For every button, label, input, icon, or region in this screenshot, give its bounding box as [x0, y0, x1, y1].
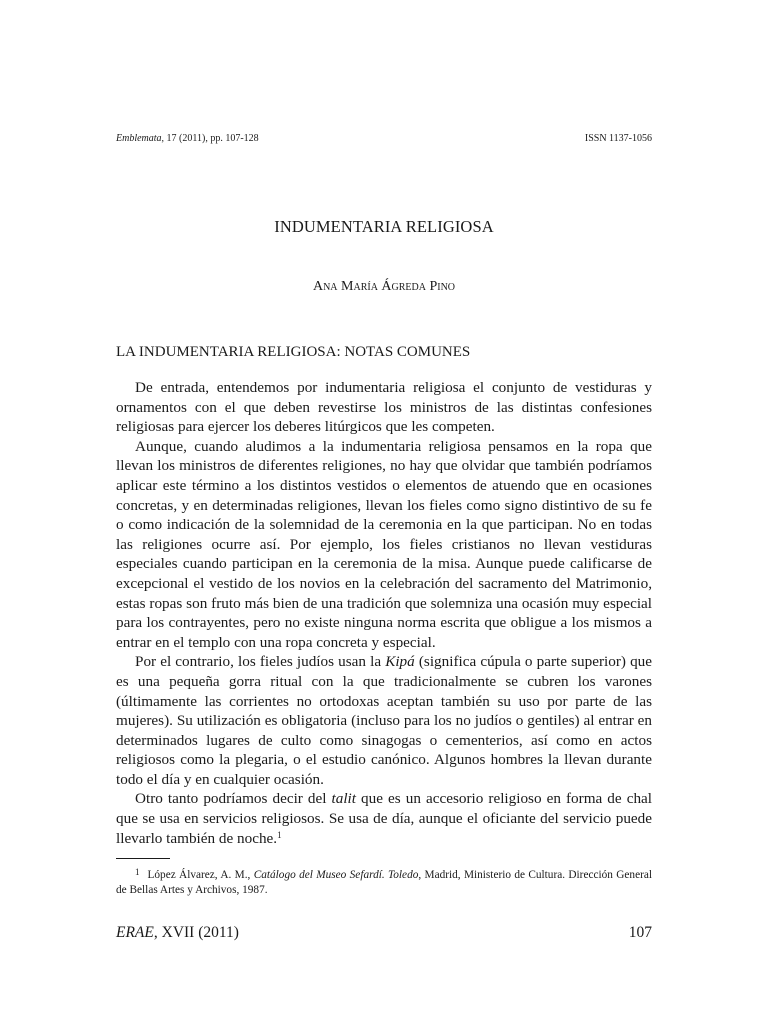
author-name: Ana María Ágreda Pino	[312, 279, 456, 294]
running-footer	[116, 924, 652, 942]
footnote	[116, 865, 652, 898]
footnote-book-title: Catálogo del Museo Sefardí. Toledo	[253, 869, 419, 881]
page-number: 107	[628, 924, 652, 941]
footnote-reference[interactable]: 1	[277, 829, 282, 840]
footer-journal: ERAE	[116, 924, 154, 941]
footer-volume: , XVII (2011)	[153, 924, 239, 941]
footnote-text-b: , Madrid, Ministerio de Cultura. Dirección General de Bellas Artes y Archivos, 1987.	[116, 869, 652, 896]
section-heading: LA INDUMENTARIA RELIGIOSA: NOTAS COMUNES	[116, 344, 471, 360]
paragraph-1: De entrada, entendemos por indumentaria religiosa el conjunto de vestiduras y ornamentos con el que deben revestirse los ministros de las distintas confesiones religiosas para ejercer los deberes litúrgicos que les competen.	[116, 379, 652, 436]
paragraph-4	[116, 789, 652, 848]
paragraph-2: Aunque, cuando aludimos a la indumentaria religiosa pensamos en la ropa que llevan los ministros de diferentes religiones, no hay que olvidar que también podríamos aplicar este término a los distintos vestidos o elementos de atuendo que en ocasiones concretas, y en determinadas religiones, llevan los fieles como signo distintivo de su fe o como indicación de la solemnidad de la ceremonia en la que participan. No en todas las religiones ocurre así. Por ejemplo, los fieles cristianos no llevan vestiduras especiales cuando participan en la ceremonia de la misa. Aunque puede calificarse de excepcional el vestido de los novios en la celebración del sacramento del Matrimonio, estas ropas son fruto más bien de una tradición que solemniza una ocasión muy especial para los contrayentes, pero no existe ninguna norma escrita que obligue a los mismos a entrar en el templo con una ropa concreta y especial.	[116, 437, 652, 651]
body-text	[116, 378, 652, 848]
paragraph-4-text-a: Otro tanto podríamos decir del	[135, 790, 332, 808]
paragraph-3	[116, 652, 652, 789]
document-page	[116, 0, 652, 1024]
citation-details: 17 (2011), pp. 107-128	[164, 133, 259, 144]
term-talit: talit	[331, 790, 356, 808]
term-kipa: Kipá	[385, 653, 415, 671]
paragraph-3-text-b: (significa cúpula o parte superior) que es una pequeña gorra ritual con la que tradicionalmente se cubren los varones (últimamente las corrientes no ortodoxas aceptan también su uso por parte de las mujeres). Su utilización es obligatoria (incluso para los no judíos o gentiles) al entrar en determinados lugares de culto como sinagogas o cementerios, así como en actos religiosos como la plegaria, o el estudio canónico. Algunos hombres la llevan durante todo el día y en cualquier ocasión.	[116, 653, 652, 788]
article-title: INDUMENTARIA RELIGIOSA	[274, 217, 494, 236]
running-header	[116, 133, 652, 144]
citation	[116, 133, 259, 144]
footnote-text-a: López Álvarez, A. M.,	[147, 869, 254, 881]
footer-citation	[116, 924, 239, 942]
paragraph-3-text-a: Por el contrario, los fieles judíos usan la	[135, 653, 386, 671]
journal-name: Emblemata,	[116, 133, 165, 144]
issn: ISSN 1137-1056	[584, 133, 652, 144]
paragraph-4-text-b: que es un accesorio religioso en forma de chal que se usa en servicios religiosos. Se usa de día, aunque el oficiante del servicio puede llevarlo también de noche.	[116, 790, 652, 847]
footnote-divider	[116, 858, 170, 859]
footnote-number: 1	[135, 867, 140, 877]
